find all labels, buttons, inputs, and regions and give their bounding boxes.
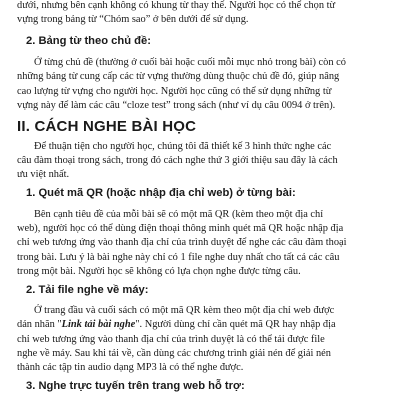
download-line-5: thành các tập tin audio dạng MP3 là có thể nghe được. <box>17 362 244 374</box>
qr-scan-line-2: web), người học có thể dùng điện thoại thông minh quét mã QR hoặc nhập địa <box>17 223 344 234</box>
download-line-2-before: dán nhãn " <box>17 319 62 331</box>
qr-scan-line-1: Bên cạnh tiêu đề của mỗi bài sẽ có một mã QR (kèm theo một địa chỉ <box>34 208 324 220</box>
method-heading-qr-scan: 1. Quét mã QR (hoặc nhập địa chỉ web) ở từng bài: <box>26 187 296 200</box>
top-paragraph-line-2: vựng trong bảng từ “Chóm sao” ở bên dưới để sử dụng. <box>17 14 249 26</box>
section-heading-topic-vocabulary: 2. Bảng từ theo chủ đề: <box>26 34 151 47</box>
download-link-label: Link tải bài nghe <box>61 319 136 331</box>
download-line-2-after: ". Người dùng chỉ cần quét mã QR hay nhập địa <box>135 319 336 331</box>
qr-scan-line-4: trong bài. Lưu ý là bài nghe này chỉ có 1 file nghe duy nhất cho tất cả các câu <box>17 251 340 263</box>
chapter-heading-listening: II. CÁCH NGHE BÀI HỌC <box>17 118 197 136</box>
listening-intro-line-3: ưu việt nhất. <box>17 169 70 181</box>
topic-vocab-line-4: vựng này để làm các câu “cloze test” trong sách (như ví dụ câu 0094 ở trên). <box>17 99 336 111</box>
topic-vocab-line-3: cao lượng từ vựng cho người học. Người học cũng có thể sử dụng những từ <box>17 85 332 97</box>
download-line-1: Ở trang đầu và cuối sách có một mã QR kèm theo một địa chỉ web được <box>34 305 335 317</box>
download-line-2 <box>17 318 387 332</box>
listening-intro-line-2: câu đàm thoại trong sách, trong đó cách nghe thứ 3 giới thiệu sau đây là cách <box>17 155 338 167</box>
download-line-3: chỉ web tương ứng vào thanh địa chỉ của trình duyệt là có thể tải được file <box>17 333 325 345</box>
download-line-4: nghe về máy. Sau khi tải về, cần dùng các chương trình giải nén để giải nén <box>17 348 331 359</box>
topic-vocab-line-2: những bảng từ cung cấp các từ vựng thường dùng thuộc chủ đề đó, giúp nâng <box>17 71 340 83</box>
qr-scan-line-5: trong một bài. Người học sẽ không có lựa chọn nghe được từng câu. <box>17 265 301 277</box>
qr-scan-line-3: chỉ web tương ứng vào thanh địa chỉ của trình duyệt để nghe các câu đàm thoại <box>17 237 347 249</box>
topic-vocab-line-1: Ở từng chủ đề (thường ở cuối bài hoặc cuối mỗi mục nhỏ trong bài) còn có <box>34 56 346 68</box>
method-heading-online: 3. Nghe trực tuyến trên trang web hỗ trợ: <box>26 380 245 393</box>
method-heading-download: 2. Tải file nghe về máy: <box>26 283 149 296</box>
top-paragraph-line-1: dưới, nhưng bên cạnh không có khung từ thay thế. Người học có thể chọn từ <box>17 0 336 11</box>
listening-intro-line-1: Để thuận tiện cho người học, chúng tôi đã thiết kế 3 hình thức nghe các <box>34 140 332 152</box>
